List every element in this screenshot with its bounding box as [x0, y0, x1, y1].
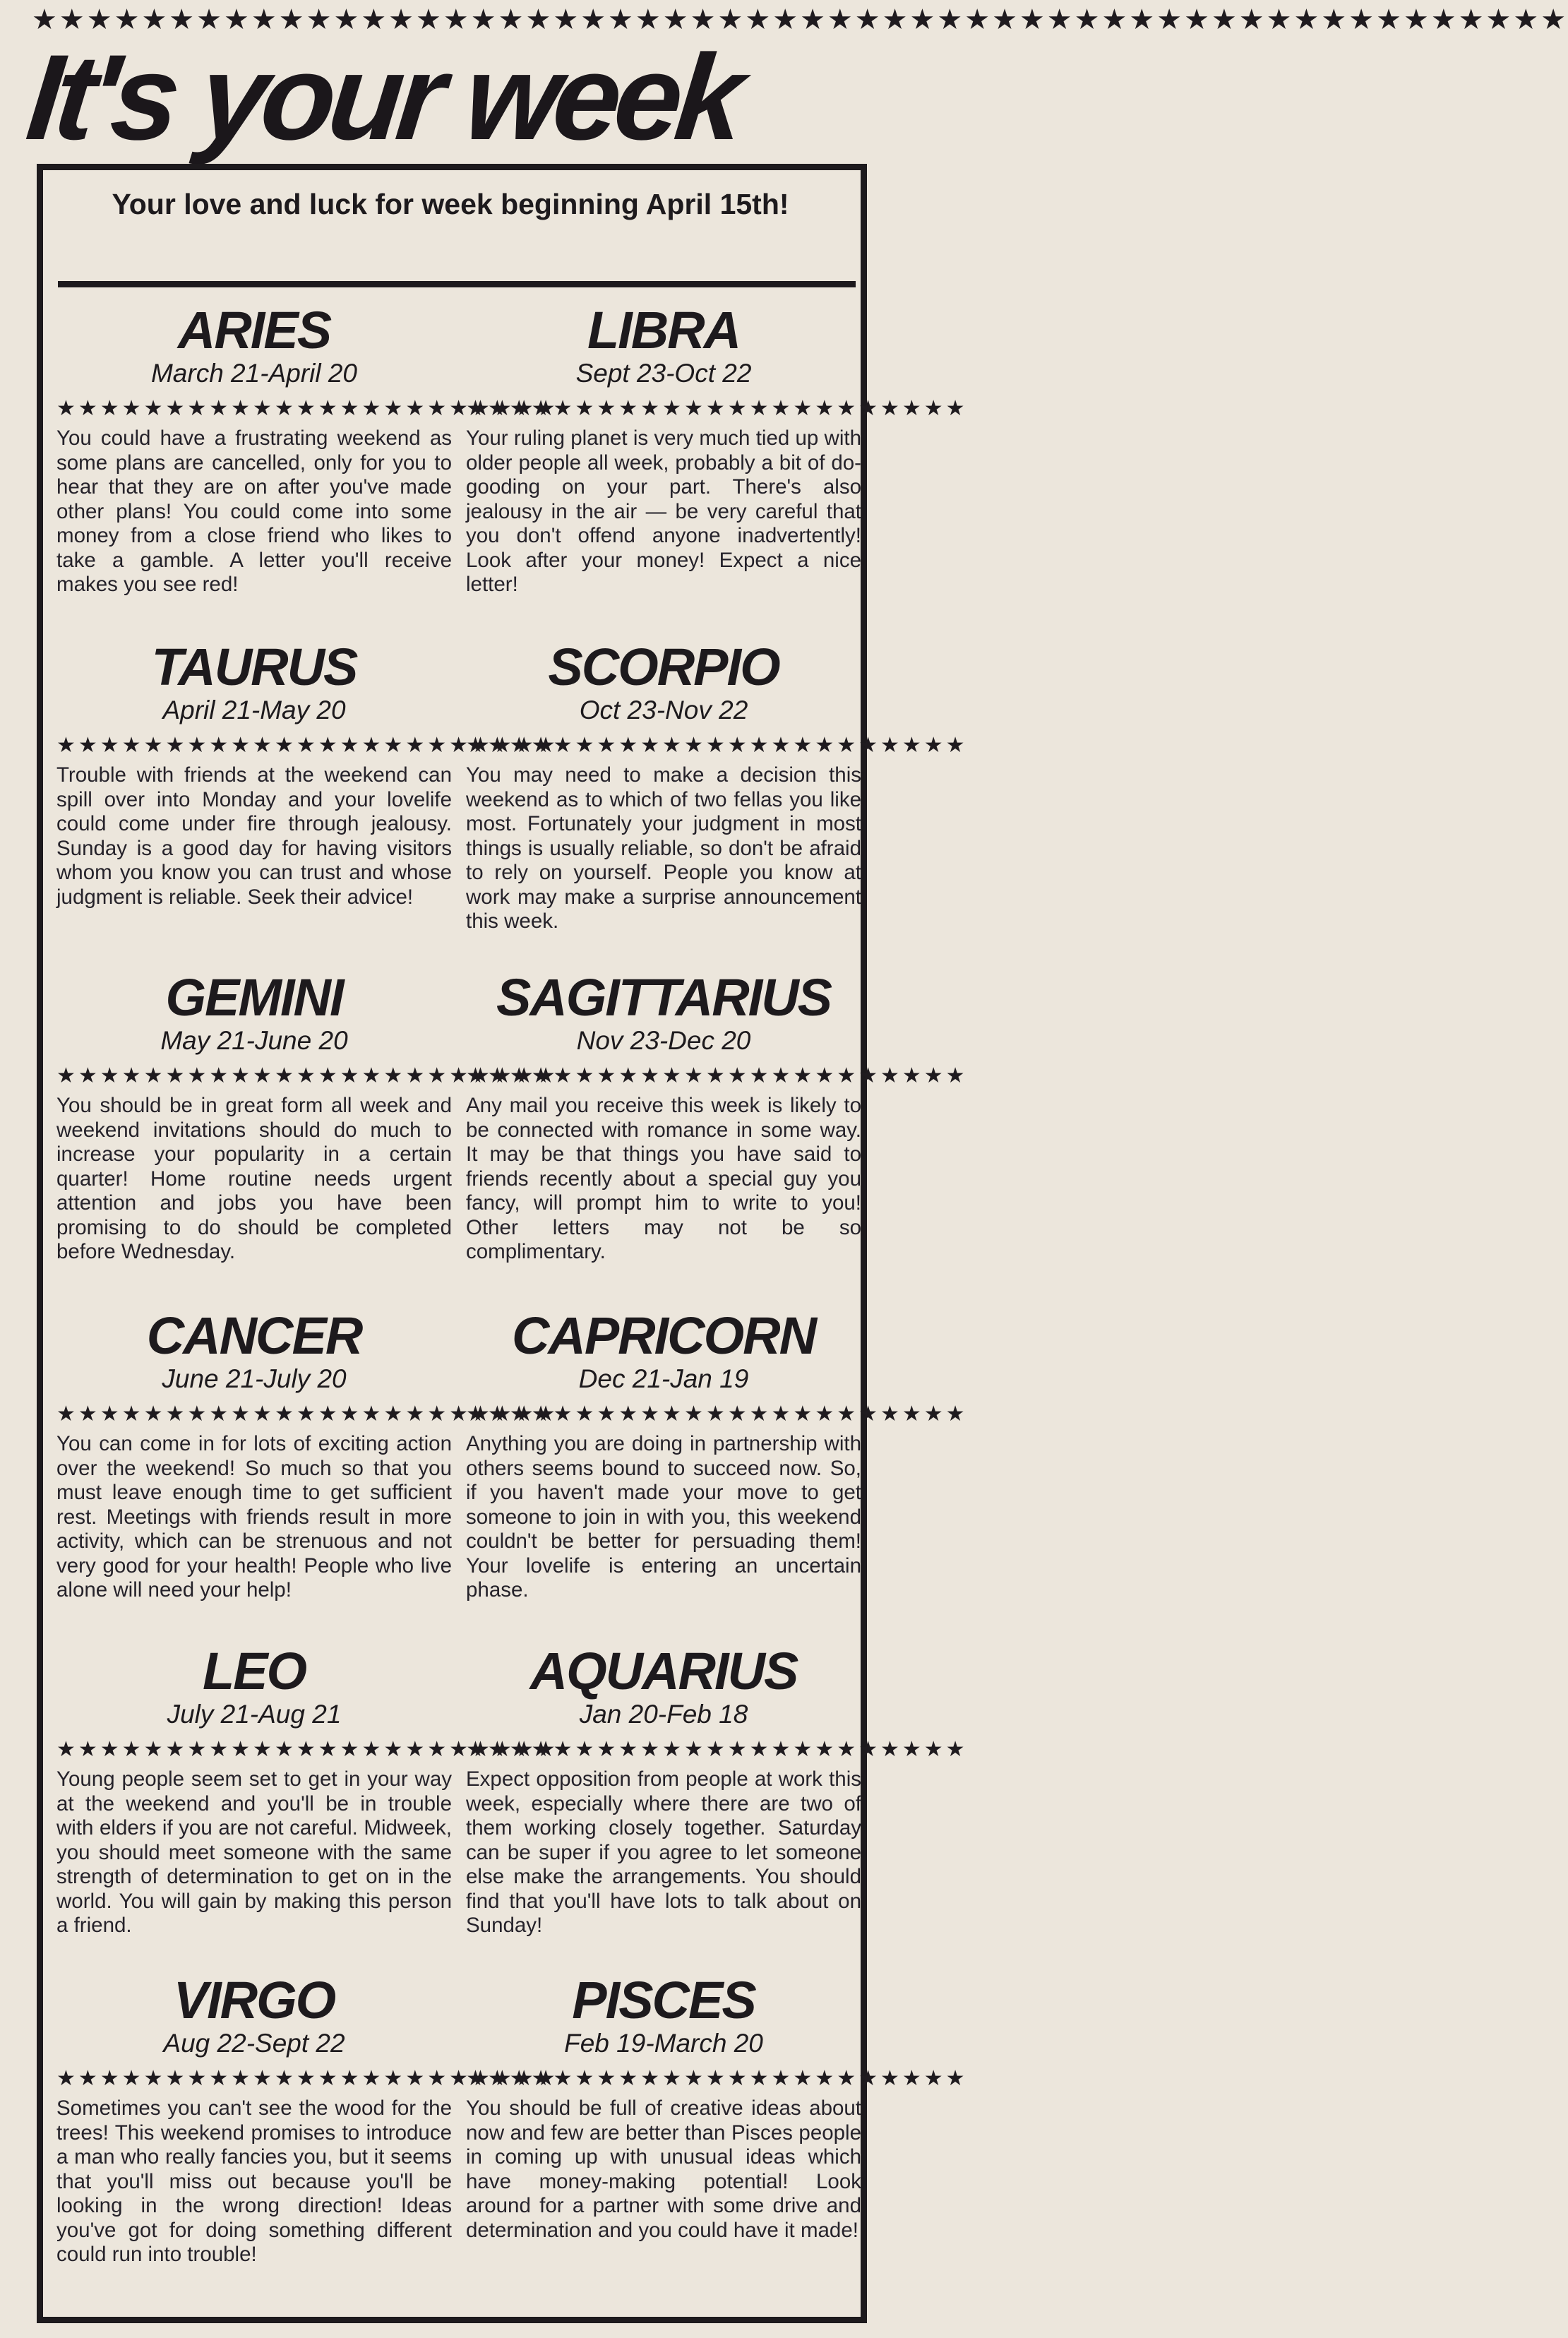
sign-forecast: Young people seem set to get in your way at the weekend and you'll be in trouble with elders if you are not careful. Midweek, you should meet someone with the same strength of determination to get on in the world. You will gain by making this person a friend.	[56, 1767, 452, 1937]
sign-name: LIBRA	[587, 301, 741, 359]
sign-forecast: You can come in for lots of exciting action over the weekend! So much so that you must leave enough time to get sufficient rest. Meetings with friends result in more activity, which can be strenuous and not very good for your health! People who live alone will need your help!	[56, 1432, 452, 1602]
sign-dates: Sept 23-Oct 22	[575, 359, 752, 388]
star-divider: ★★★★★★★★★★★★★★★★★★★★★★★	[466, 2066, 968, 2091]
sign-dates: May 21-June 20	[160, 1026, 348, 1055]
sign-name: ARIES	[177, 301, 331, 359]
sign-name: TAURUS	[151, 638, 357, 696]
sign-forecast: You should be full of creative ideas about now and few are better than Pisces people in coming up with unusual ideas which have money-making potential! Look around for a partner with some drive and determination and you could have it made!	[466, 2097, 861, 2242]
sign-dates: Dec 21-Jan 19	[578, 1364, 749, 1393]
star-divider: ★★★★★★★★★★★★★★★★★★★★★★★	[466, 396, 968, 421]
sign-leo	[56, 1642, 558, 1938]
star-divider: ★★★★★★★★★★★★★★★★★★★★★★★	[466, 733, 968, 758]
sign-taurus	[56, 638, 558, 909]
sign-dates: Aug 22-Sept 22	[163, 2029, 345, 2058]
sign-name: SCORPIO	[548, 638, 779, 696]
star-divider: ★★★★★★★★★★★★★★★★★★★★★★★	[466, 1737, 968, 1762]
sign-forecast: Your ruling planet is very much tied up with older people all week, probably a bit of do-gooding on your part. There's also jealousy in the air — be very careful that you don't offend anyone inadvertently! Look after your money! Expect a nice letter!	[466, 427, 861, 596]
sign-forecast: Sometimes you can't see the wood for the trees! This weekend promises to introduce a man who really fancies you, but it seems that you'll miss out because you'll be looking in the wrong direction! Ideas you've got for doing something different could run into trouble!	[56, 2097, 452, 2266]
sign-capricorn	[466, 1306, 968, 1603]
sign-dates: June 21-July 20	[162, 1364, 347, 1393]
sign-dates: Feb 19-March 20	[564, 2029, 763, 2058]
sign-dates: July 21-Aug 21	[167, 1700, 342, 1729]
sign-aries	[56, 301, 558, 597]
sign-dates: Oct 23-Nov 22	[579, 696, 748, 724]
sign-gemini	[56, 968, 558, 1265]
sign-dates: March 21-April 20	[150, 359, 357, 388]
sign-name: SAGITTARIUS	[496, 968, 832, 1027]
sign-name: VIRGO	[173, 1971, 335, 2029]
sign-forecast: Trouble with friends at the weekend can spill over into Monday and your lovelife could come under fire through jealousy. Sunday is a good day for having visitors whom you know you can trust and whose judgment is reliable. Seek their advice!	[56, 763, 452, 909]
star-divider: ★★★★★★★★★★★★★★★★★★★★★★★	[466, 1063, 968, 1088]
page-subtitle: Your love and luck for week beginning April 15th!	[112, 188, 789, 220]
star-divider: ★★★★★★★★★★★★★★★★★★★★★★★	[56, 1737, 558, 1762]
header-divider	[58, 281, 856, 287]
sign-pisces	[466, 1971, 968, 2243]
star-divider: ★★★★★★★★★★★★★★★★★★★★★★★	[466, 1402, 968, 1426]
sign-aquarius	[466, 1642, 968, 1938]
star-divider: ★★★★★★★★★★★★★★★★★★★★★★★	[56, 1402, 558, 1426]
sign-name: LEO	[202, 1642, 306, 1700]
sign-scorpio	[466, 638, 968, 934]
star-divider: ★★★★★★★★★★★★★★★★★★★★★★★	[56, 1063, 558, 1088]
page-title: It's your week	[20, 30, 745, 165]
sign-name: AQUARIUS	[529, 1642, 798, 1700]
sign-dates: April 21-May 20	[162, 696, 346, 724]
star-divider: ★★★★★★★★★★★★★★★★★★★★★★★	[56, 396, 558, 421]
sign-name: PISCES	[572, 1971, 755, 2029]
sign-cancer	[56, 1306, 558, 1603]
sign-forecast: You could have a frustrating weekend as some plans are cancelled, only for you to hear that they are on after you've made other plans! You could come into some money from a close friend who likes to take a gamble. A letter you'll receive makes you see red!	[56, 427, 452, 596]
sign-forecast: Any mail you receive this week is likely to be connected with romance in some way. It may be that things you have said to friends recently about a special guy you fancy, will prompt him to write to you! Other letters may not be so complimentary.	[466, 1094, 861, 1263]
star-divider: ★★★★★★★★★★★★★★★★★★★★★★★	[56, 2066, 558, 2091]
sign-forecast: You may need to make a decision this weekend as to which of two fellas you like most. Fortunately your judgment in most things is usually reliable, so don't be afraid to rely on yourself. People you know at work may make a surprise announcement this week.	[466, 763, 861, 933]
sign-libra	[466, 301, 968, 597]
sign-name: CAPRICORN	[511, 1306, 816, 1365]
sign-sagittarius	[466, 968, 968, 1265]
sign-name: CANCER	[146, 1306, 362, 1365]
sign-forecast: Expect opposition from people at work this week, especially where there are two of them working closely together. Saturday can be super if you agree to let someone else make the arrangements. You should find that you'll have lots to talk about on Sunday!	[466, 1767, 861, 1937]
top-star-border: ★★★★★★★★★★★★★★★★★★★★★★★★★★★★★★★★★★★★★★★★★★★★★★★★★★★★★★★★	[32, 4, 1568, 36]
sign-virgo	[56, 1971, 558, 2267]
star-divider: ★★★★★★★★★★★★★★★★★★★★★★★	[56, 733, 558, 758]
sign-forecast: You should be in great form all week and weekend invitations should do much to increase your popularity in a certain quarter! Home routine needs urgent attention and jobs you have been promising to do should be completed before Wednesday.	[56, 1094, 452, 1263]
sign-dates: Jan 20-Feb 18	[579, 1700, 748, 1729]
sign-forecast: Anything you are doing in partnership with others seems bound to succeed now. So, if you haven't made your move to get someone to join in with you, this weekend couldn't be better for persuading them! Your lovelife is entering an uncertain phase.	[466, 1432, 861, 1602]
sign-name: GEMINI	[165, 968, 343, 1027]
sign-dates: Nov 23-Dec 20	[576, 1026, 751, 1055]
